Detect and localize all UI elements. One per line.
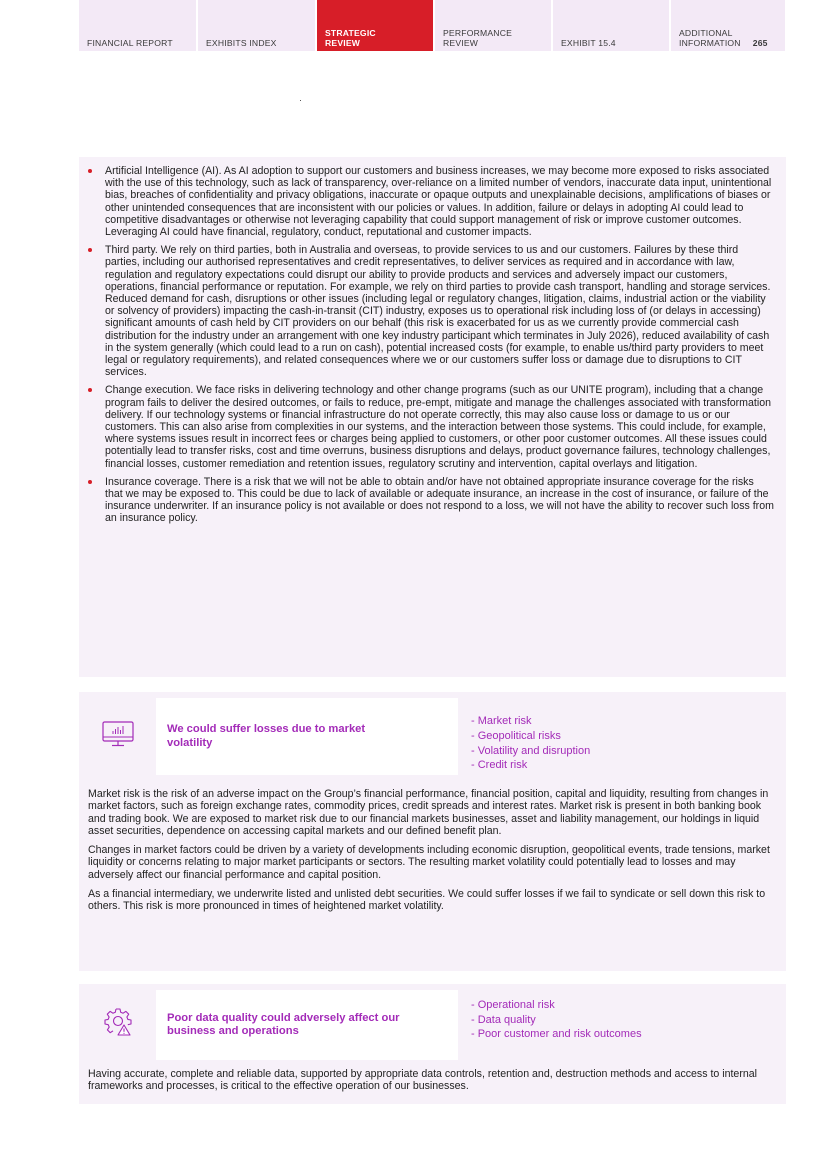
stray-dot <box>300 100 301 101</box>
tab-label: STRATEGIC REVIEW <box>325 28 376 48</box>
card-paragraph: Changes in market factors could be driven by a variety of developments including economic disruption, geopolitical events, trade tensions, market liquidity or concerns relating to major market participants or sectors. The resulting market volatility could potentially lead to losses and may adversely affect our financial performance and capital position. <box>88 844 770 881</box>
tab-additional-information[interactable] <box>671 0 785 51</box>
risk-item-third-party: Third party. We rely on third parties, both in Australia and overseas, to provide services to us and our customers. Failures by these third parties, including our authorised representatives and credit representatives, to deliver services as required and in accordance with law, regulation and regulatory expectations could disrupt our ability to provide products and services and adversely impact our customers, operations, financial performance or reputation. For example, we rely on third parties to provide cash transport, handling and storage services. Reduced demand for cash, disruptions or other issues (including legal or regulatory changes, litigation, claims, industrial action or the viability or solvency of providers) impacting the cash-in-transit (CIT) industry, exposes us to operational risk including loss of (or delays in accessing) significant amounts of cash held by CIT providers on our behalf (this risk is exacerbated for us as we currently provide commercial cash distribution for the industry under an arrangement with one key industry participant which terminates in July 2026), reduced availability of cash in the system generally (which could lead to a run on cash), potential increased costs (for example, to enable us/third party providers to meet legal or regulatory requirements), and related consequences where we or our customers suffer loss or damage due to disruptions to CIT services. <box>105 244 776 378</box>
risk-tag: - Poor customer and risk outcomes <box>471 1028 642 1041</box>
risk-list <box>105 165 776 525</box>
tab-label: ADDITIONAL INFORMATION <box>679 28 741 48</box>
card-title: Poor data quality could adversely affect our business and operations <box>167 1011 400 1037</box>
card-title-container <box>156 698 458 775</box>
risk-tag: - Operational risk <box>471 998 555 1011</box>
risk-tags <box>458 990 786 1050</box>
tab-performance-review[interactable] <box>435 0 551 51</box>
risk-tag: - Data quality <box>471 1013 536 1026</box>
risk-list-panel <box>79 157 786 677</box>
card-body <box>79 1068 786 1100</box>
risk-card-market-volatility <box>79 692 786 971</box>
market-chart-icon <box>101 720 135 748</box>
card-paragraph: Having accurate, complete and reliable data, supported by appropriate data controls, retention and, destruction methods and access to internal frameworks and processes, is critical to the effective operation of our businesses. <box>88 1068 757 1093</box>
card-title-container <box>156 990 458 1060</box>
card-title: We could suffer losses due to market volatility <box>167 723 366 749</box>
tab-label: EXHIBIT 15.4 <box>561 38 616 48</box>
tab-label: PERFORMANCE REVIEW <box>443 28 513 48</box>
tab-label: EXHIBITS INDEX <box>206 38 277 48</box>
tab-strategic-review[interactable] <box>317 0 433 51</box>
tab-content <box>679 28 768 48</box>
tab-exhibits-index[interactable] <box>198 0 315 51</box>
gear-warning-icon <box>102 1006 134 1038</box>
tab-exhibit-15-4[interactable] <box>553 0 669 51</box>
risk-card-data-quality <box>79 984 786 1104</box>
risk-item-ai: Artificial Intelligence (AI). As AI adoption to support our customers and business increases, we may become more exposed to risks associated with the use of this technology, such as lack of transparency, over-reliance on a limited number of vendors, inaccurate data input, unintentional bias, breaches of confidentiality and privacy obligations, inaccurate or opaque outputs and unexplainable decisions, amplifications of biases or other unintended consequences that are inconsistent with our policies or values. In addition, failure or delays in adopting AI could lead to competitive disadvantages or otherwise not leveraging capability that could support management of risk or improve customer outcomes. Leveraging AI could have financial, regulatory, conduct, reputational and customer impacts. <box>105 165 776 238</box>
card-icon-container <box>79 984 156 1060</box>
tab-financial-report[interactable] <box>79 0 196 51</box>
card-icon-container <box>79 692 156 775</box>
top-navigation <box>79 0 785 51</box>
risk-tags <box>458 702 786 785</box>
risk-tag: - Volatility and disruption <box>471 744 591 757</box>
card-body <box>79 788 786 920</box>
tab-label: FINANCIAL REPORT <box>87 38 173 48</box>
risk-item-change-execution: Change execution. We face risks in delivering technology and other change programs (such as our UNITE program), including that a change program fails to deliver the desired outcomes, or fails to reduce, pre-empt, mitigate and manage the challenges associated with transformation delivery. If our technology systems or financial infrastructure do not operate correctly, this may also cause loss or damage to us or our customers. This can also arise from complexities in our systems, and the interaction between those systems. This could include, for example, where systems issues result in incorrect fees or charges being applied to customers, or other poor customer outcomes. All these issues could potentially lead to transfer risks, cost and time overruns, business disruptions and delays, product governance failures, technology challenges, financial losses, customer remediation and retention issues, regulatory scrutiny and intervention, capital overlays and litigation. <box>105 384 776 469</box>
page-number: 265 <box>752 38 768 48</box>
risk-tag: - Geopolitical risks <box>471 729 561 742</box>
card-paragraph: Market risk is the risk of an adverse impact on the Group’s financial performance, financial position, capital and liquidity, resulting from changes in market factors, such as foreign exchange rates, commodity prices, credit spreads and interest rates. Market risk is present in both banking book and trading book. We are exposed to market risk due to our financial markets businesses, asset and liability management, our holdings in liquid asset securities, dependence on accessing capital markets and our defined benefit plan. <box>88 788 769 837</box>
risk-tag: - Market risk <box>471 714 532 727</box>
card-paragraph: As a financial intermediary, we underwrite listed and unlisted debt securities. We could suffer losses if we fail to syndicate or sell down this risk to others. This risk is more pronounced in times of heightened market volatility. <box>88 888 766 913</box>
risk-item-insurance: Insurance coverage. There is a risk that we will not be able to obtain and/or have not obtained appropriate insurance coverage for the risks that we may be exposed to. This could be due to lack of available or adequate insurance, an increase in the cost of insurance, or failure of the insurance underwriter. If an insurance policy is not available or does not respond to a loss, we will not have the ability to recover such loss from an insurance policy. <box>105 476 776 525</box>
risk-tag: - Credit risk <box>471 759 528 772</box>
